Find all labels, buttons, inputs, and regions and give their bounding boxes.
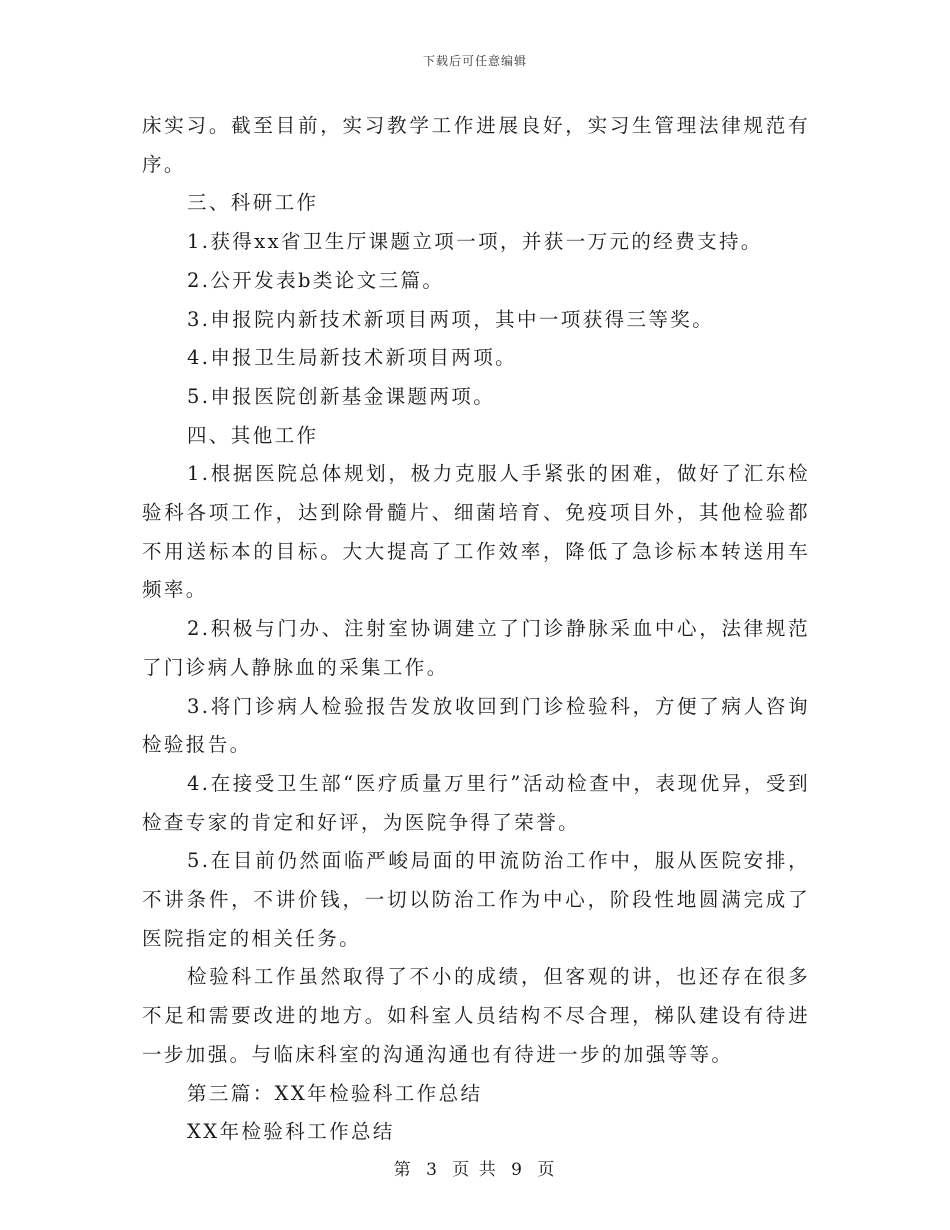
list-item: 5.在目前仍然面临严峻局面的甲流防治工作中，服从医院安排，不讲条件，不讲价钱，一切以防治工作为中心，阶段性地圆满完成了医院指定的相关任务。	[142, 849, 810, 950]
document-title: XX年检验科工作总结	[187, 1120, 395, 1144]
list-item: 3.申报院内新技术新项目两项，其中一项获得三等奖。	[187, 307, 715, 331]
section-heading-other: 四、其他工作	[187, 423, 319, 447]
section-heading-research: 三、科研工作	[187, 191, 319, 215]
footer-middle: 页 共	[452, 1160, 498, 1180]
chapter-heading: 第三篇：XX年检验科工作总结	[187, 1081, 483, 1105]
current-page-number: 3	[426, 1160, 439, 1180]
paragraph-continuation: 床实习。截至目前，实习教学工作进展良好，实习生管理法律规范有序。	[142, 114, 810, 176]
list-item: 3.将门诊病人检验报告发放收回到门诊检验科，方便了病人咨询检验报告。	[142, 694, 810, 757]
list-item: 4.在接受卫生部“医疗质量万里行”活动检查中，表现优异，受到检查专家的肯定和好评，为医院争得了荣誉。	[142, 771, 810, 834]
list-item: 2.公开发表b类论文三篇。	[187, 268, 445, 292]
document-body	[142, 107, 810, 1152]
footer-suffix: 页	[537, 1160, 557, 1180]
list-item: 1.根据医院总体规划，极力克服人手紧张的困难，做好了汇东检验科各项工作，达到除骨髓片、细菌培育、免疫项目外，其他检验都不用送标本的目标。大大提高了工作效率，降低了急诊标本转送用车频率。	[142, 462, 810, 602]
footer-prefix: 第	[393, 1160, 413, 1180]
summary-paragraph: 检验科工作虽然取得了不小的成绩，但客观的讲，也还存在很多不足和需要改进的地方。如科室人员结构不尽合理，梯队建设有待进一步加强。与临床科室的沟通沟通也有待进一步的加强等等。	[142, 965, 810, 1066]
list-item: 1.获得xx省卫生厅课题立项一项，并获一万元的经费支持。	[187, 230, 763, 254]
list-item: 5.申报医院创新基金课题两项。	[187, 384, 496, 408]
list-item: 4.申报卫生局新技术新项目两项。	[187, 346, 518, 370]
page-number-footer	[0, 1155, 950, 1180]
page-header: 下载后可任意编辑	[422, 54, 527, 68]
list-item: 2.积极与门办、注射室协调建立了门诊静脉采血中心，法律规范了门诊病人静脉血的采集工作。	[142, 617, 810, 679]
total-page-number: 9	[511, 1160, 524, 1180]
